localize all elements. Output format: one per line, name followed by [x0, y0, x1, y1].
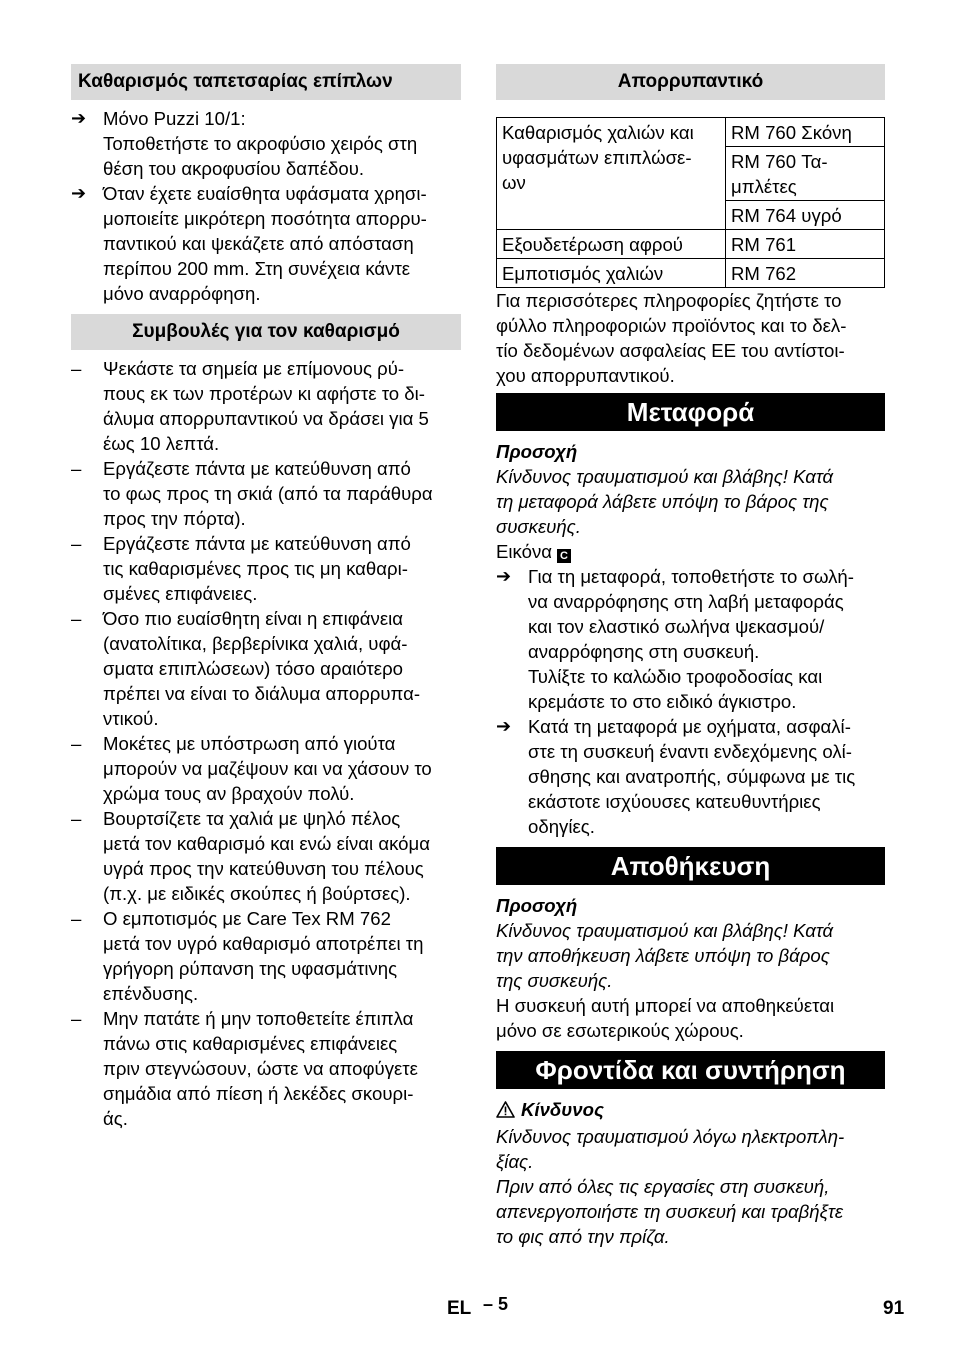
list-item-line: κρεμάστε το στο ειδικό άγκιστρο.	[528, 691, 797, 712]
list-item-line: Τοποθετήστε το ακροφύσιο χειρός στη	[103, 133, 418, 154]
arrow-right-icon: ➔	[496, 716, 512, 736]
detergent-note	[496, 288, 885, 388]
warning-triangle-icon	[496, 1099, 515, 1124]
list-item-line: (ανατολίτικα, βερβερίνικα χαλιά, υφά-	[103, 633, 408, 654]
text-line: υφασμάτων επιπλώσε-	[502, 147, 692, 168]
right-column	[496, 64, 885, 1249]
cleaning-tips-list	[71, 356, 461, 1131]
detergent-product-rm761: RM 761	[726, 230, 885, 259]
section-heading-cleaning-tips: Συμβουλές για τον καθαρισμό	[71, 314, 461, 350]
dash-bullet: –	[71, 733, 82, 754]
danger-label: Κίνδυνος	[521, 1099, 604, 1120]
list-item-line: γρήγορη ρύπανση της υφασμάτινης	[103, 958, 398, 979]
list-item-line: υγρά προς την κατεύθυνση του πέλους	[103, 858, 424, 879]
list-item-line: έως 10 λεπτά.	[103, 433, 220, 454]
danger-heading	[496, 1097, 885, 1124]
list-item-line: Εργάζεστε πάντα με κατεύθυνση από	[103, 533, 411, 554]
transport-caution-text	[496, 464, 885, 539]
arrow-right-icon: ➔	[71, 108, 87, 128]
figure-c-icon: C	[557, 549, 571, 563]
text-line: απενεργοποιήστε τη συσκευή και τραβήξτε	[496, 1201, 844, 1222]
detergent-usage-carpet	[497, 118, 726, 230]
upholstery-instructions	[71, 106, 461, 306]
list-item-line: σθησης και ανατροπής, σύμφωνα με τις	[528, 766, 856, 787]
text-line: RM 760 Τα-	[731, 151, 828, 172]
list-item-line: και τον ελαστικό σωλήνα ψεκασμού/	[528, 616, 825, 637]
list-item	[71, 356, 461, 456]
left-column	[71, 64, 461, 1131]
transport-instructions	[496, 564, 885, 839]
detergent-product-rm764-liquid: RM 764 υγρό	[726, 201, 885, 230]
detergent-usage-impregnation: Εμποτισμός χαλιών	[497, 259, 726, 288]
text-line: χου απορρυπαντικού.	[496, 365, 675, 386]
text-line: Κίνδυνος τραυματισμού και βλάβης! Κατά	[496, 466, 834, 487]
list-item	[71, 106, 461, 181]
dash-bullet: –	[71, 608, 82, 629]
list-item-line: τις καθαρισμένες προς τις μη καθαρι-	[103, 558, 408, 579]
list-item	[496, 714, 885, 839]
text-line: ων	[502, 172, 526, 193]
list-item-line: Βουρτσίζετε τα χαλιά με ψηλό πέλος	[103, 808, 401, 829]
text-line: της συσκευής.	[496, 970, 613, 991]
storage-caution-text	[496, 918, 885, 993]
list-item-line: περίπου 200 mm. Στη συνέχεια κάντε	[103, 258, 411, 279]
list-item-line: Μόνο Puzzi 10/1:	[103, 108, 246, 129]
arrow-right-icon: ➔	[71, 183, 87, 203]
list-item-line: Μην πατάτε ή μην τοποθετείτε έπιπλα	[103, 1008, 414, 1029]
list-item-line: Όσο πιο ευαίσθητη είναι η επιφάνεια	[103, 608, 403, 629]
detergent-table	[496, 117, 885, 288]
footer-language: EL	[447, 1298, 472, 1319]
list-item-line: πριν στεγνώσουν, ώστε να αποφύγετε	[103, 1058, 418, 1079]
list-item-line: μετά τον υγρό καθαρισμό αποτρέπει τη	[103, 933, 424, 954]
list-item-line: πρέπει να είναι το διάλυμα απορρυπα-	[103, 683, 421, 704]
list-item-line: μετά τον καθαρισμό και ενώ είναι ακόμα	[103, 833, 430, 854]
danger-text	[496, 1124, 885, 1249]
list-item-line: Ο εμποτισμός με Care Tex RM 762	[103, 908, 391, 929]
text-line: ξίας.	[496, 1151, 534, 1172]
text-line: φύλλο πληροφοριών προϊόντος και το δελ-	[496, 315, 847, 336]
dash-bullet: –	[71, 458, 82, 479]
section-heading-maintenance: Φροντίδα και συντήρηση	[496, 1051, 885, 1089]
text-line: Η συσκευή αυτή μπορεί να αποθηκεύεται	[496, 995, 835, 1016]
arrow-right-icon: ➔	[496, 566, 512, 586]
text-line: Καθαρισμός χαλιών και	[502, 122, 694, 143]
detergent-product-rm762: RM 762	[726, 259, 885, 288]
list-item-line: μόνο αναρρόφηση.	[103, 283, 261, 304]
list-item-line: οδηγίες.	[528, 816, 595, 837]
list-item-line: άς.	[103, 1108, 128, 1129]
section-heading-storage: Αποθήκευση	[496, 847, 885, 885]
list-item-line: Εργάζεστε πάντα με κατεύθυνση από	[103, 458, 411, 479]
list-item-line: να αναρρόφησης στη λαβή μεταφοράς	[528, 591, 844, 612]
list-item	[71, 181, 461, 306]
list-item-line: Κατά τη μεταφορά με οχήματα, ασφαλί-	[528, 716, 851, 737]
text-line: μόνο σε εσωτερικούς χώρους.	[496, 1020, 744, 1041]
text-line: την αποθήκευση λάβετε υπόψη το βάρος	[496, 945, 830, 966]
dash-bullet: –	[71, 358, 82, 379]
text-line: Κίνδυνος τραυματισμού λόγω ηλεκτροπλη-	[496, 1126, 845, 1147]
detergent-usage-foam: Εξουδετέρωση αφρού	[497, 230, 726, 259]
list-item-line: άλυμα απορρυπαντικού να δράσει για 5	[103, 408, 429, 429]
list-item-line: Όταν έχετε ευαίσθητα υφάσματα χρησι-	[103, 183, 427, 204]
text-line: τη μεταφορά λάβετε υπόψη το βάρος της	[496, 491, 829, 512]
figure-reference	[496, 539, 885, 564]
list-item-line: προς την πόρτα).	[103, 508, 246, 529]
figure-label: Εικόνα	[496, 541, 552, 562]
storage-text	[496, 993, 885, 1043]
text-line: συσκευής.	[496, 516, 581, 537]
list-item	[71, 906, 461, 1006]
footer-section-page: – 5	[483, 1294, 509, 1314]
list-item-line: Ψεκάστε τα σημεία με επίμονους ρύ-	[103, 358, 405, 379]
list-item-line: ντικού.	[103, 708, 159, 729]
list-item-line: σημάδια από πίεση ή λεκέδες σκουρι-	[103, 1083, 414, 1104]
list-item-line: Τυλίξτε το καλώδιο τροφοδοσίας και	[528, 666, 823, 687]
list-item-line: σματα επιπλώσεων) τόσο αραιότερο	[103, 658, 403, 679]
list-item	[71, 731, 461, 806]
footer-page-number: 91	[883, 1298, 905, 1319]
list-item-line: εκάστοτε ισχύουσες κατευθυντήριες	[528, 791, 821, 812]
dash-bullet: –	[71, 808, 82, 829]
list-item-line: επένδυσης.	[103, 983, 199, 1004]
dash-bullet: –	[71, 1008, 82, 1029]
transport-caution-label: Προσοχή	[496, 441, 578, 462]
list-item	[71, 806, 461, 906]
text-line: μπλέτες	[731, 176, 797, 197]
list-item	[71, 606, 461, 731]
list-item-line: θέση του ακροφυσίου δαπέδου.	[103, 158, 365, 179]
list-item	[71, 531, 461, 606]
list-item-line: πους εκ των προτέρων κι αφήστε το δι-	[103, 383, 425, 404]
dash-bullet: –	[71, 533, 82, 554]
list-item-line: πάνω στις καθαρισμένες επιφάνειες	[103, 1033, 398, 1054]
list-item-line: Μοκέτες με υπόστρωση από γιούτα	[103, 733, 396, 754]
list-item-line: χρώμα τους αν βραχούν πολύ.	[103, 783, 355, 804]
list-item-line: το φως προς τη σκιά (από τα παράθυρα	[103, 483, 433, 504]
list-item	[496, 564, 885, 714]
list-item-line: στε τη συσκευή έναντι ενδεχόμενης ολί-	[528, 741, 852, 762]
section-heading-detergent: Απορρυπαντικό	[496, 64, 885, 100]
list-item	[71, 1006, 461, 1131]
list-item-line: σμένες επιφάνειες.	[103, 583, 258, 604]
list-item-line: (π.χ. με ειδικές σκούπες ή βούρτσες).	[103, 883, 411, 904]
list-item-line: μπορούν να μαζέψουν και να χάσουν το	[103, 758, 432, 779]
list-item-line: μοποιείτε μικρότερη ποσότητα απορρυ-	[103, 208, 427, 229]
text-line: τίο δεδομένων ασφαλείας ΕΕ του αντίστοι-	[496, 340, 845, 361]
list-item-line: παντικού και ψεκάζετε από απόσταση	[103, 233, 414, 254]
text-line: Κίνδυνος τραυματισμού και βλάβης! Κατά	[496, 920, 834, 941]
section-heading-transport: Μεταφορά	[496, 393, 885, 431]
detergent-product-rm760-powder: RM 760 Σκόνη	[726, 118, 885, 147]
section-heading-upholstery: Καθαρισμός ταπετσαρίας επίπλων	[71, 64, 461, 100]
text-line: το φις από την πρίζα.	[496, 1226, 670, 1247]
dash-bullet: –	[71, 908, 82, 929]
text-line: Για περισσότερες πληροφορίες ζητήστε το	[496, 290, 842, 311]
detergent-product-rm760-tablets	[726, 147, 885, 201]
text-line: Πριν από όλες τις εργασίες στη συσκευή,	[496, 1176, 830, 1197]
list-item-line: αναρρόφησης στη συσκευή.	[528, 641, 760, 662]
list-item	[71, 456, 461, 531]
storage-caution-label: Προσοχή	[496, 895, 578, 916]
list-item-line: Για τη μεταφορά, τοποθετήστε το σωλή-	[528, 566, 854, 587]
